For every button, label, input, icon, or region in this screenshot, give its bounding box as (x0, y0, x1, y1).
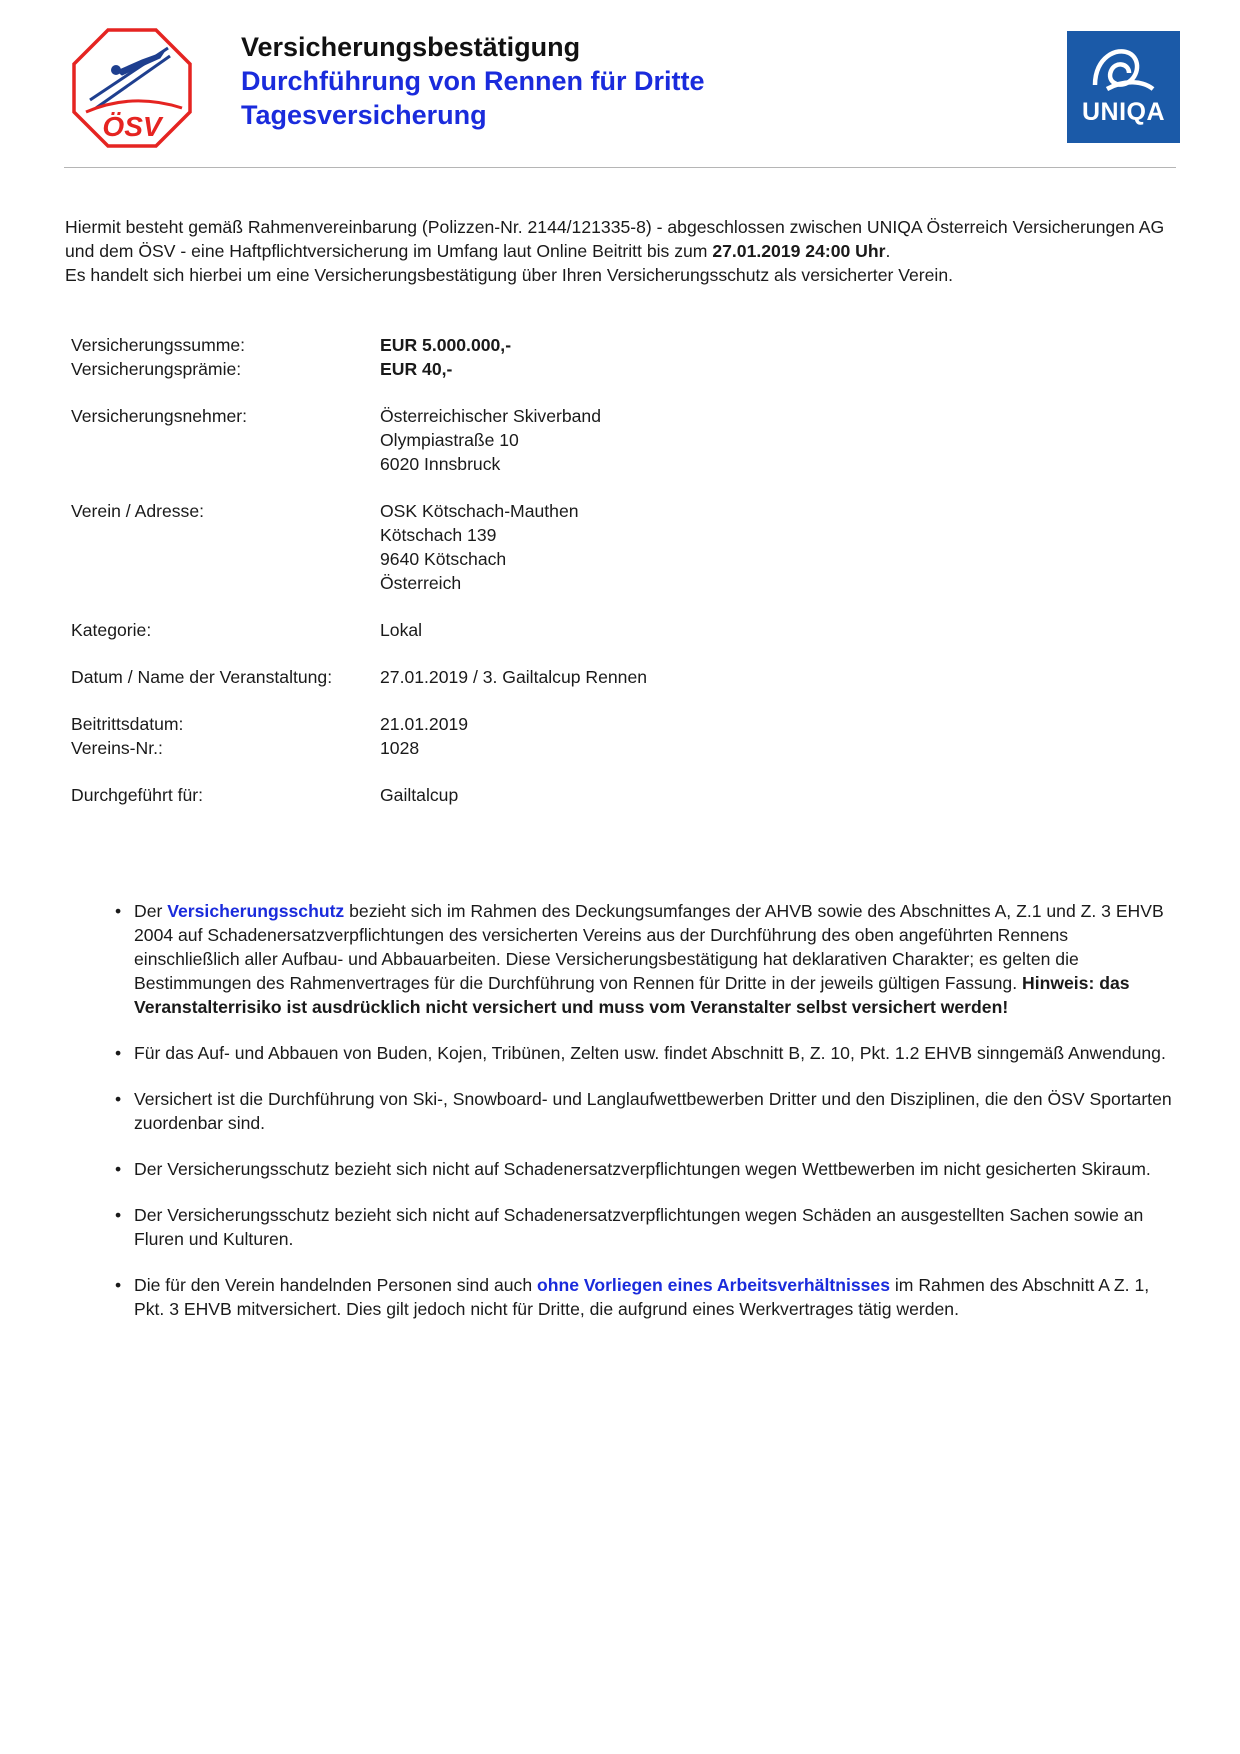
detail-label: Versicherungssumme: (71, 335, 246, 355)
address-line: Kötschach 139 (380, 525, 497, 545)
document-subtitle-2: Tagesversicherung (241, 100, 487, 130)
detail-value: 21.01.2019 (380, 714, 469, 734)
detail-value (380, 499, 1071, 595)
detail-row-kategorie (71, 618, 1071, 642)
term-text: im Rahmen des Abschnitt A Z. 1, Pkt. 3 EHVB mitversichert. Dies gilt jedoch nicht für Dritte, die aufgrund eines Werkvertrages tätig werden. (134, 1275, 1150, 1319)
detail-row-summe (71, 333, 1071, 357)
detail-row-beitrittsdatum (71, 712, 1071, 736)
detail-row-versicherungsnehmer (71, 404, 1071, 476)
term-text: Der Versicherungsschutz bezieht sich nicht auf Schadenersatzverpflichtungen wegen Wettbewerben im nicht gesicherten Skiraum. (134, 1159, 1151, 1179)
detail-value: Lokal (380, 620, 423, 640)
term-text: bezieht sich im Rahmen des Deckungsumfanges der AHVB sowie des Abschnittes A, Z.1 und Z. 3 EHVB 2004 auf Schadenersatzverpflichtungen des versicherten Vereins aus der Durchführung des oben angeführten Rennens einschließlich aller Aufbau- und Abbauarbeiten. Diese Versicherungsbestätigung hat deklarativen Charakter; es gelten die Bestimmungen des Rahmenvertrages für die Durchführung von Rennen für Dritte in der jeweils gültigen Fassung. (134, 901, 1164, 993)
address-line: Österreichischer Skiverband (380, 406, 601, 426)
uniqa-logo-text: UNIQA (1081, 98, 1166, 126)
list-item (115, 899, 1175, 1019)
detail-value: 1028 (380, 738, 420, 758)
document-title: Versicherungsbestätigung (241, 32, 581, 62)
header-divider (64, 167, 1176, 168)
detail-label: Vereins-Nr.: (71, 738, 163, 758)
detail-value: EUR 5.000.000,- (380, 335, 512, 355)
detail-label: Versicherungsnehmer: (71, 406, 248, 426)
detail-label: Durchgeführt für: (71, 785, 204, 805)
term-text: Der Versicherungsschutz bezieht sich nicht auf Schadenersatzverpflichtungen wegen Schäden an ausgestellten Sachen sowie an Fluren und Kulturen. (134, 1205, 1144, 1249)
arbeitsverhaeltnis-link[interactable]: ohne Vorliegen eines Arbeitsverhältnisses (537, 1275, 890, 1295)
intro-text-1: Hiermit besteht gemäß Rahmenvereinbarung (Polizzen-Nr. 2144/121335-8) - abgeschlossen zwischen UNIQA Österreich Versicherungen AG und dem ÖSV - eine Haftpflichtversicherung im Umfang laut Online Beitritt bis zum (65, 217, 1165, 261)
detail-label: Beitrittsdatum: (71, 714, 184, 734)
detail-row-praemie (71, 357, 1071, 381)
osv-logo-text: ÖSV (102, 111, 162, 142)
address-line: Olympiastraße 10 (380, 430, 519, 450)
detail-value: 27.01.2019 / 3. Gailtalcup Rennen (380, 667, 648, 687)
detail-value: Gailtalcup (380, 785, 459, 805)
list-item (115, 1041, 1175, 1065)
versicherungsschutz-link[interactable]: Versicherungsschutz (167, 901, 345, 921)
uniqa-wave-icon (1067, 31, 1180, 101)
address-line: 6020 Innsbruck (380, 454, 501, 474)
osv-logo (72, 28, 192, 148)
detail-value (380, 404, 1071, 476)
address-line: Österreich (380, 573, 462, 593)
document-header (241, 30, 704, 132)
address-line: 9640 Kötschach (380, 549, 507, 569)
detail-row-verein (71, 499, 1071, 595)
list-item (115, 1273, 1175, 1321)
detail-row-durchgefuehrt (71, 783, 1071, 807)
address-line: OSK Kötschach-Mauthen (380, 501, 579, 521)
term-text: Der (134, 901, 168, 921)
intro-paragraph (65, 215, 1175, 287)
terms-list (115, 899, 1175, 1343)
list-item (115, 1157, 1175, 1181)
detail-value: EUR 40,- (380, 359, 453, 379)
detail-label: Kategorie: (71, 620, 152, 640)
detail-label: Verein / Adresse: (71, 501, 205, 521)
term-text: Die für den Verein handelnden Personen sind auch (134, 1275, 537, 1295)
intro-coverage-date: 27.01.2019 24:00 Uhr (712, 241, 886, 261)
intro-text-2: . (885, 241, 891, 261)
uniqa-logo (1067, 31, 1180, 143)
document-subtitle: Durchführung von Rennen für Dritte (241, 66, 705, 96)
term-text: Für das Auf- und Abbauen von Buden, Kojen, Tribünen, Zelten usw. findet Abschnitt B, Z. 10, Pkt. 1.2 EHVB sinngemäß Anwendung. (134, 1043, 1166, 1063)
detail-label: Versicherungsprämie: (71, 359, 242, 379)
intro-text-3: Es handelt sich hierbei um eine Versicherungsbestätigung über Ihren Versicherungsschutz als versicherter Verein. (65, 265, 954, 285)
detail-row-veranstaltung (71, 665, 1071, 689)
detail-label: Datum / Name der Veranstaltung: (71, 667, 333, 687)
insurance-details (71, 333, 1071, 807)
list-item (115, 1203, 1175, 1251)
term-text: Versichert ist die Durchführung von Ski-, Snowboard- und Langlaufwettbewerben Dritter und den Disziplinen, die den ÖSV Sportarten zuordenbar sind. (134, 1089, 1172, 1133)
list-item (115, 1087, 1175, 1135)
term-warning: Hinweis: das Veranstalterrisiko ist ausdrücklich nicht versichert und muss vom Veranstalter selbst versichert werden! (134, 973, 1130, 1017)
detail-row-vereinsnr (71, 736, 1071, 760)
